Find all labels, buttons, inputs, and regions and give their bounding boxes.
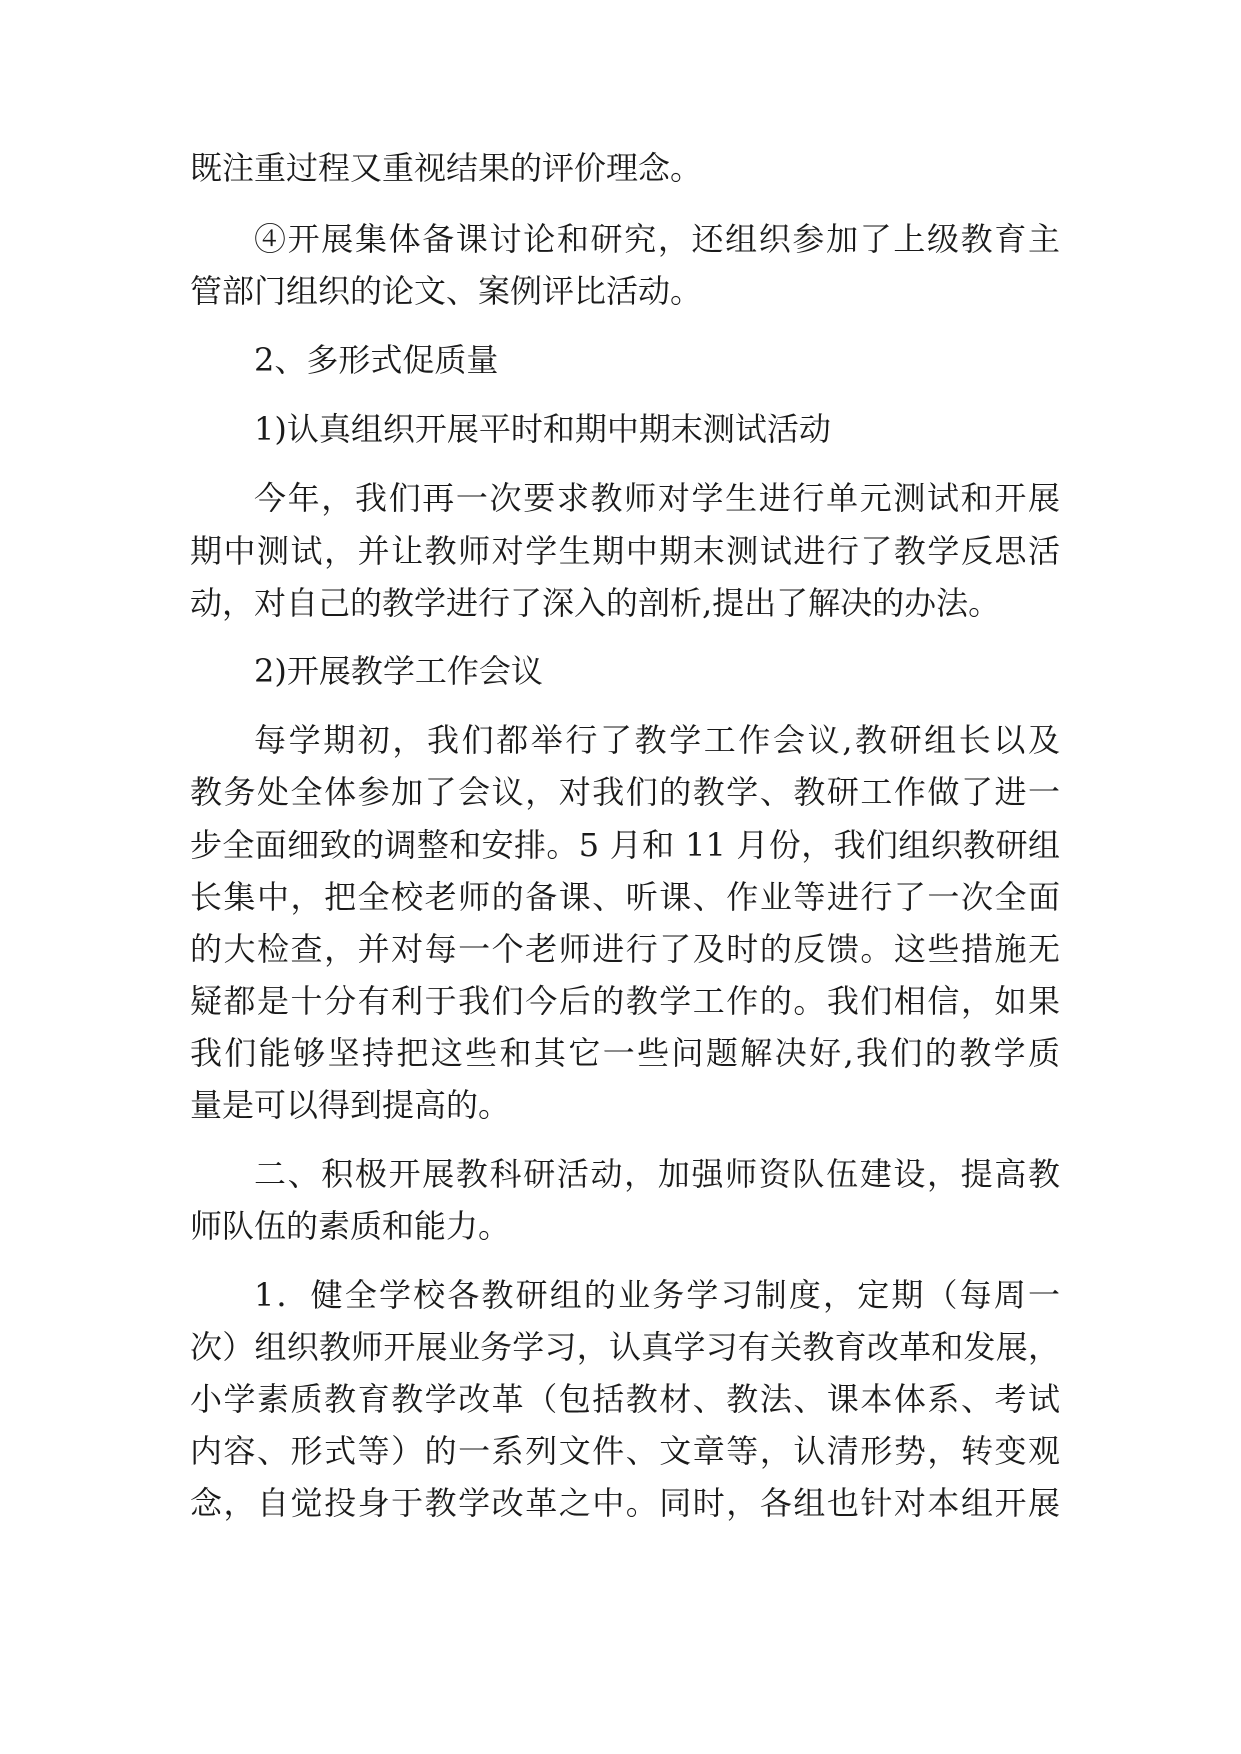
text-line: 管部门组织的论文、案例评比活动。 xyxy=(190,272,703,310)
text-line: 长集中，把全校老师的备课、听课、作业等进行了一次全面 xyxy=(190,878,1060,916)
section-heading: 二、积极开展教科研活动，加强师资队伍建设，提高教 xyxy=(254,1155,1060,1193)
section-heading: 2、多形式促质量 xyxy=(254,341,499,379)
text-line: 的大检查，并对每一个老师进行了及时的反馈。这些措施无 xyxy=(190,930,1060,968)
subsection-heading: 1)认真组织开展平时和期中期末测试活动 xyxy=(254,410,831,448)
text-line: 量是可以得到提高的。 xyxy=(190,1086,511,1124)
text-line: 动，对自己的教学进行了深入的剖析,提出了解决的办法。 xyxy=(190,584,1001,622)
text-line: 次）组织教师开展业务学习，认真学习有关教育改革和发展， xyxy=(190,1328,1060,1366)
text-line: 每学期初，我们都举行了教学工作会议,教研组长以及 xyxy=(254,721,1060,759)
text-line: ④开展集体备课讨论和研究，还组织参加了上级教育主 xyxy=(254,220,1060,258)
text-line: 疑都是十分有利于我们今后的教学工作的。我们相信，如果 xyxy=(190,982,1060,1020)
text-line: 今年，我们再一次要求教师对学生进行单元测试和开展 xyxy=(254,479,1060,517)
text-line: 1．健全学校各教研组的业务学习制度，定期（每周一 xyxy=(254,1276,1060,1314)
text-line: 内容、形式等）的一系列文件、文章等，认清形势，转变观 xyxy=(190,1432,1060,1470)
text-line: 既注重过程又重视结果的评价理念。 xyxy=(190,149,703,187)
text-line: 教务处全体参加了会议，对我们的教学、教研工作做了进一 xyxy=(190,773,1060,811)
text-line: 小学素质教育教学改革（包括教材、教法、课本体系、考试 xyxy=(190,1380,1060,1418)
text-line: 步全面细致的调整和安排。5 月和 11 月份，我们组织教研组 xyxy=(190,826,1060,864)
text-line: 我们能够坚持把这些和其它一些问题解决好,我们的教学质 xyxy=(190,1034,1060,1072)
text-line: 念，自觉投身于教学改革之中。同时，各组也针对本组开展 xyxy=(190,1484,1060,1522)
text-line: 师队伍的素质和能力。 xyxy=(190,1207,511,1245)
subsection-heading: 2)开展教学工作会议 xyxy=(254,652,543,690)
text-line: 期中测试，并让教师对学生期中期末测试进行了教学反思活 xyxy=(190,532,1060,570)
